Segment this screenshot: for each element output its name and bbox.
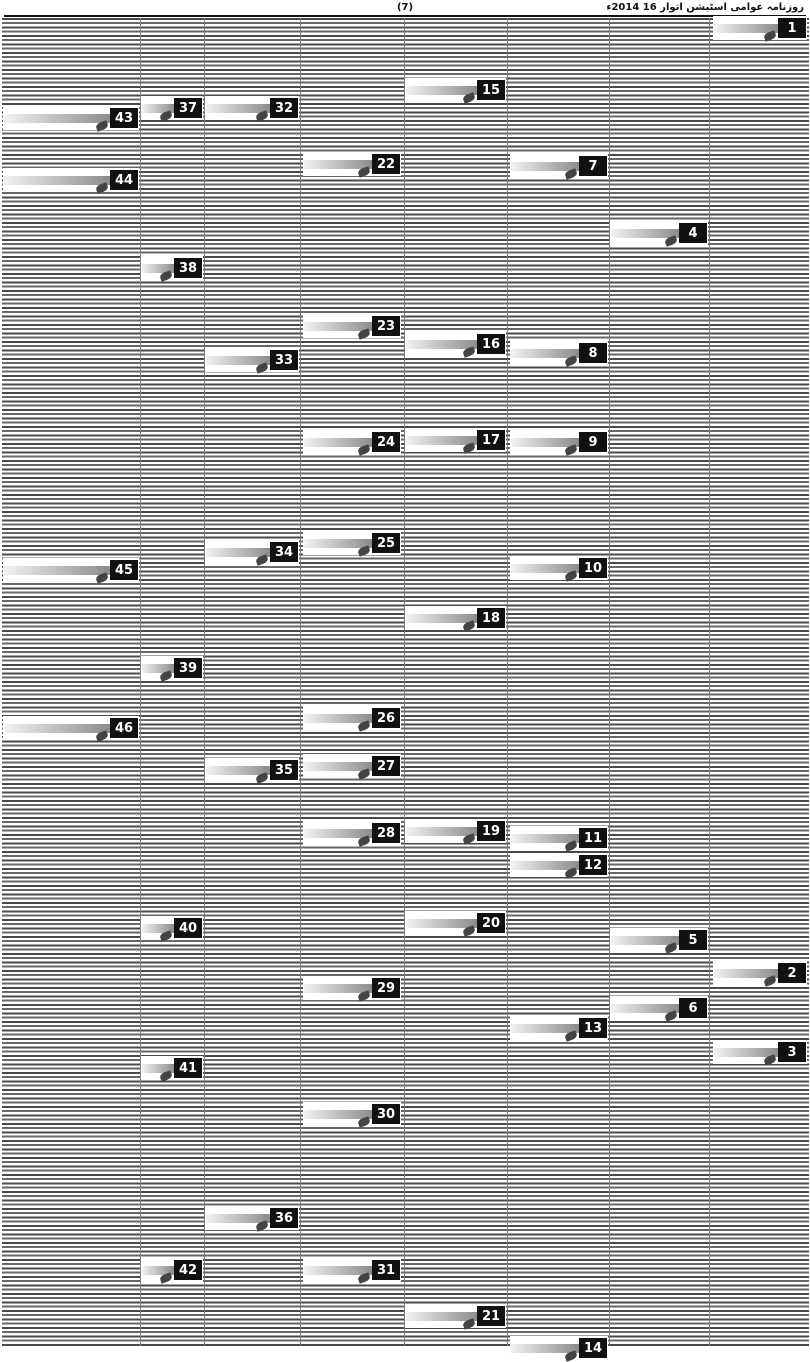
section-number: 12 <box>579 855 607 875</box>
section-marker-31 <box>304 1260 400 1280</box>
section-marker-35 <box>206 760 298 780</box>
section-number: 41 <box>174 1058 202 1078</box>
section-number: 35 <box>270 760 298 780</box>
section-marker-9 <box>511 432 607 452</box>
section-marker-23 <box>304 316 400 336</box>
section-marker-16 <box>406 334 505 354</box>
column-4b <box>204 18 301 1346</box>
section-number: 27 <box>372 756 400 776</box>
column-5 <box>140 18 205 1346</box>
section-marker-8 <box>511 343 607 363</box>
section-bar <box>4 114 110 123</box>
section-marker-18 <box>406 608 505 628</box>
section-number: 39 <box>174 658 202 678</box>
section-number: 36 <box>270 1208 298 1228</box>
section-marker-20 <box>406 913 505 933</box>
section-marker-43 <box>4 108 138 128</box>
section-number: 22 <box>372 154 400 174</box>
section-marker-46 <box>4 718 138 738</box>
section-marker-22 <box>304 154 400 174</box>
column-2 <box>507 18 610 1346</box>
section-bar <box>4 566 110 575</box>
section-marker-44 <box>4 170 138 190</box>
section-marker-5 <box>611 930 707 950</box>
masthead-title: روزنامہ عوامی اسٹیشن اتوار 16 2014ء <box>606 1 804 13</box>
section-number: 21 <box>477 1306 505 1326</box>
section-number: 24 <box>372 432 400 452</box>
section-marker-10 <box>511 558 607 578</box>
section-marker-39 <box>142 658 202 678</box>
section-number: 31 <box>372 1260 400 1280</box>
column-1 <box>709 18 809 1346</box>
section-number: 9 <box>579 432 607 452</box>
section-marker-15 <box>406 80 505 100</box>
section-marker-34 <box>206 542 298 562</box>
section-number: 16 <box>477 334 505 354</box>
section-marker-4 <box>611 223 707 243</box>
section-marker-27 <box>304 756 400 776</box>
section-number: 46 <box>110 718 138 738</box>
column-4 <box>300 18 405 1346</box>
section-number: 26 <box>372 708 400 728</box>
section-number: 17 <box>477 430 505 450</box>
section-number: 42 <box>174 1260 202 1280</box>
section-marker-30 <box>304 1104 400 1124</box>
section-number: 11 <box>579 828 607 848</box>
header-rule <box>4 15 806 17</box>
section-number: 20 <box>477 913 505 933</box>
column-6 <box>2 18 140 1346</box>
section-number: 30 <box>372 1104 400 1124</box>
section-marker-12 <box>511 855 607 875</box>
section-marker-41 <box>142 1058 202 1078</box>
section-marker-26 <box>304 708 400 728</box>
section-marker-28 <box>304 823 400 843</box>
section-number: 6 <box>679 998 707 1018</box>
column-1b <box>609 18 710 1346</box>
section-number: 29 <box>372 978 400 998</box>
section-number: 37 <box>174 98 202 118</box>
section-number: 13 <box>579 1018 607 1038</box>
section-number: 40 <box>174 918 202 938</box>
section-number: 7 <box>579 156 607 176</box>
section-number: 1 <box>778 18 806 38</box>
section-marker-45 <box>4 560 138 580</box>
section-number: 43 <box>110 108 138 128</box>
section-number: 3 <box>778 1042 806 1062</box>
section-number: 34 <box>270 542 298 562</box>
section-number: 44 <box>110 170 138 190</box>
section-number: 45 <box>110 560 138 580</box>
section-marker-29 <box>304 978 400 998</box>
section-marker-19 <box>406 821 505 841</box>
section-marker-32 <box>206 98 298 118</box>
section-marker-33 <box>206 350 298 370</box>
section-number: 4 <box>679 223 707 243</box>
section-number: 14 <box>579 1338 607 1358</box>
section-number: 28 <box>372 823 400 843</box>
section-marker-24 <box>304 432 400 452</box>
section-marker-38 <box>142 258 202 278</box>
section-bar <box>4 176 110 185</box>
section-marker-25 <box>304 533 400 553</box>
section-marker-36 <box>206 1208 298 1228</box>
section-marker-2 <box>714 963 806 983</box>
section-marker-3 <box>714 1042 806 1062</box>
section-marker-42 <box>142 1260 202 1280</box>
section-number: 18 <box>477 608 505 628</box>
section-bar <box>4 724 110 733</box>
section-number: 38 <box>174 258 202 278</box>
section-marker-13 <box>511 1018 607 1038</box>
section-number: 5 <box>679 930 707 950</box>
text-columns <box>2 18 808 1356</box>
section-number: 25 <box>372 533 400 553</box>
section-number: 33 <box>270 350 298 370</box>
section-number: 32 <box>270 98 298 118</box>
section-marker-14 <box>511 1338 607 1358</box>
section-number: 19 <box>477 821 505 841</box>
section-marker-17 <box>406 430 505 450</box>
column-3 <box>404 18 508 1346</box>
section-number: 23 <box>372 316 400 336</box>
section-marker-21 <box>406 1306 505 1326</box>
section-marker-1 <box>714 18 806 38</box>
section-number: 2 <box>778 963 806 983</box>
section-number: 10 <box>579 558 607 578</box>
section-marker-6 <box>611 998 707 1018</box>
section-marker-40 <box>142 918 202 938</box>
page-number: (7) <box>396 1 414 13</box>
section-number: 8 <box>579 343 607 363</box>
section-marker-37 <box>142 98 202 118</box>
section-number: 15 <box>477 80 505 100</box>
section-marker-11 <box>511 828 607 848</box>
page-header <box>0 0 810 14</box>
section-marker-7 <box>511 156 607 176</box>
